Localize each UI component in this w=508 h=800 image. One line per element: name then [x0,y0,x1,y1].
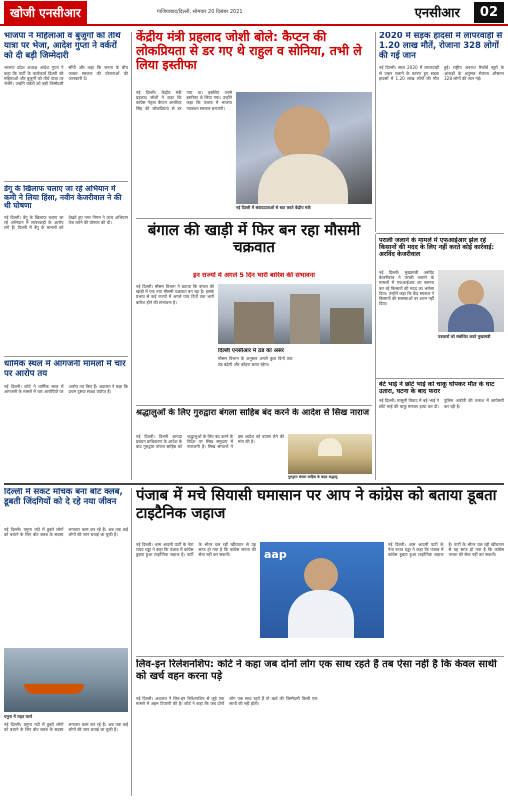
story-right-mid-headline-box [379,237,504,267]
story-mid-inset [218,348,372,402]
story-bottom-left-body [4,527,128,645]
story-bottom-lower-headline-box [136,659,504,693]
story-headline: पराली जलाने के मामलें में एफआईआर झेल रहे किसानों की मदद के लिए नहीं करते कोई कार्रवाई: अरविंद केजरीवाल [379,237,494,259]
story-headline: बेटे भाई ने छोटे भाई को चाकू घोंपकर मौत के घाट उतारा, घटना के बाद फरार [379,381,495,396]
story-headline: पंजाब में मचे सियासी घमासान पर आप ने कांग्रेस को बताया डूबता टाइटैनिक जहाज [136,486,497,522]
story-body: नई दिल्ली। अदालत ने लिव-इन रिलेशनशिप से जुड़े एक मामले में अहम टिप्पणी की है। कोर्ट ने कहा कि जब दोनों लोग एक साथ रहते हैं तो खर्च की जिम्मेदारी किसी एक साथी की नहीं होती। [136,696,318,707]
story-center-body [136,434,284,480]
aap-logo-text: aap [264,548,287,561]
lead-story-headline-box [136,30,372,88]
dome-shape [318,438,342,456]
column-divider [131,488,132,796]
divider [4,181,128,182]
story-body: नई दिल्ली। केंद्रीय मंत्री प्रहलाद जोशी ने कहा कि कांग्रेस नेतृत्व कैप्टन अमरिंदर सिंह की लोकप्रियता से डर गया था। इसलिए उनसे इस्तीफा ले लिया गया। उन्होंने कहा कि पंजाब में भाजपा गठबंधन सरकार बनाएगी। [136,90,232,111]
inset-body: मौसम विभाग के अनुसार अगले कुछ दिनों तक ठंड बढ़ेगी और कोहरा छाया रहेगा। [218,356,293,367]
column-divider [375,32,376,232]
person-body [258,154,348,204]
story-mid-subhead-box [136,272,372,282]
story-subhead: इन राज्यों में अगले 5 दिन भारी बारिश की संभावना [193,272,315,279]
story-body: नई दिल्ली। दिल्ली आपदा प्रबंधन प्राधिकरण के आदेश के बाद गुरुद्वारा बंगला साहिब को श्रद्धालुओं के लिए बंद करने के निर्देश पर सिख समुदाय में नाराजगी है। सिख संगठनों ने इस आदेश को वापस लेने की मांग की है। [136,434,284,450]
dateline: गाजियाबाद/दिल्ली, सोमवार 20 दिसंबर 2021 [156,9,243,15]
story-bottom-left-headline-box [4,488,128,524]
story-body: भाजपा प्रदेश अध्यक्ष आदेश गुप्ता ने कहा कि पार्टी के कार्यकर्ता दिल्ली की महिलाओं और बुजुर्गों को तीर्थ यात्रा पर भेजेंगे। उन्होंने वर्करों को बड़ी जिम्मेदारी सौंपी और कहा कि जनता के बीच जाकर सरकार की योजनाओं की जानकारी दें। [4,65,128,86]
story-body: नई दिल्ली। यमुना नदी में डूबते लोगों को बचाने के लिए बोट क्लब के सदस्य लगातार काम कर रहे हैं। अब तक कई लोगों की जान बचाई जा चुकी है। [4,722,128,733]
story-bottom-main-body [136,542,256,652]
divider [136,218,372,219]
photo-caption: यमुना में राहत कार्य [4,714,33,719]
boat-club-photo [4,648,128,712]
story-center-headline-box [136,408,372,432]
inset-headline: दिल्ली एनसीआर में ठंड का असर [218,348,284,354]
story-right-sub [379,381,504,480]
photo-caption: नई दिल्ली में संवाददाताओं से बात करते केंद्रीय मंत्री [236,205,311,210]
section-title: एनसीआर [414,6,460,21]
story-right-mid-body [379,270,434,376]
story-headline: बंगाल की खाड़ी में फिर बन रहा मौसमी चक्रवात [147,222,361,256]
boat-shape [24,684,84,694]
story-body: नई दिल्ली। मुख्यमंत्री अरविंद केजरीवाल ने पराली जलाने के मामलों में एफआईआर का सामना कर रहे किसानों की मदद का भरोसा दिया। उन्होंने कहा कि केंद्र सरकार ने किसानों की समस्याओं पर ध्यान नहीं दिया। [379,270,434,307]
story-headline: भाजपा ने महिलाओं व बुजुर्गों को तीर्थ यात्रा पर भेजा, आदेश गुप्ता ने वर्करों को दी बड़ी जिम्मेदारी [4,32,121,61]
story-mid-headline-box [136,222,372,270]
section-divider [4,483,504,485]
story-headline: लिव-इन रिलेशनशिप: कोर्ट ने कहा जब दोनों लोग एक साथ रहते हैं तब ऐसा नहीं है कि केवल साथी को खर्च वहन करना पड़े [136,659,497,682]
aap-press-photo [260,542,384,638]
story-bottom-lower-body [136,696,504,796]
page-number: 02 [474,2,504,23]
building-shape [234,302,274,344]
divider [376,378,504,379]
story-body: नई दिल्ली। मामूली विवाद में बड़े भाई ने छोटे भाई की चाकू मारकर हत्या कर दी। पुलिस आरोपी की तलाश में छापेमारी कर रही है। [379,398,504,409]
story-bottom-main-headline-box [136,486,504,538]
building-shape [330,308,364,344]
story-body: नई दिल्ली। यमुना नदी में डूबते लोगों को बचाने के लिए बोट क्लब के सदस्य लगातार काम कर रहे हैं। अब तक कई लोगों की जान बचाई जा चुकी है। [4,527,128,538]
photo-caption: पत्रकारों को संबोधित करते मुख्यमंत्री [438,334,491,339]
story-left-mid [4,185,128,355]
person-body [288,590,354,638]
story-body: नई दिल्ली। साल 2020 में लापरवाही से वाहन चलाने के कारण हुए सड़क हादसों में 1.20 लाख लोगों की मौत हुई। राष्ट्रीय अपराध रिकॉर्ड ब्यूरो के आंकड़ों के अनुसार रोजाना औसतन 328 लोगों की जान गई। [379,65,504,81]
divider [136,656,504,657]
divider [4,356,128,357]
kejriwal-photo [438,270,504,332]
lead-headline: केंद्रीय मंत्री प्रहलाद जोशी बोले: कैप्टन की लोकप्रियता से डर गए थे राहुल व सोनिया, तभी ले लिया इस्तीफा [136,30,362,72]
brand-logo: खोजी एनसीआर [4,1,87,24]
gurudwara-photo [288,434,372,474]
weather-photo [218,284,372,344]
story-body: नई दिल्ली। मौसम विभाग ने बताया कि बंगाल की खाड़ी में एक नया मौसमी चक्रवात बन रहा है। इसके प्रभाव से कई राज्यों में अगले पांच दिनों तक भारी बारिश होने की संभावना है। [136,284,214,305]
story-right-top [379,32,504,232]
column-divider [131,32,132,480]
person-head [304,558,338,592]
story-bottom-left-more [4,722,128,796]
divider [376,233,504,234]
story-body: नई दिल्ली। कोर्ट ने धार्मिक स्थल में आगजनी के मामले में चार आरोपियों पर आरोप तय किए हैं। अदालत ने कहा कि प्रथम दृष्टया साक्ष्य पर्याप्त हैं। [4,383,128,394]
story-body: नई दिल्ली। आम आदमी पार्टी के नेता राघव चड्ढा ने कहा कि पंजाब में कांग्रेस डूबता हुआ टाइटैनिक जहाज है। पार्टी के भीतर चल रही खींचतान से यह साफ हो गया है कि कांग्रेस जनता की सेवा नहीं कर सकती। [388,542,504,558]
story-left-bottom [4,360,128,480]
divider [136,405,372,406]
story-mid-body [136,284,214,402]
story-headline: डेंगू के खिलाफ चलाए जा रहे अभियान में कमी ने लिया हिंसा, नवीन केजरीवाल ने की थी घोषणा [4,185,122,211]
masthead [0,0,508,26]
person-body [448,304,494,332]
photo-caption: गुरुद्वारा बंगला साहिब के बाहर श्रद्धालु [288,475,338,479]
story-headline: 2020 में सड़क हादसों में लापरवाही से 1.20 लाख मौतें, रोजाना 328 लोगों की गई जान [379,32,503,61]
story-body: नई दिल्ली। डेंगू के खिलाफ चलाए जा रहे अभियान में लापरवाही के आरोप लगे हैं। दिल्ली में डेंगू के मामलों को देखते हुए नगर निगम ने जांच अभियान तेज करने की घोषणा की थी। [4,214,128,231]
person-head [458,280,484,306]
story-bottom-main-body-2 [388,542,504,652]
story-headline: श्रद्धालुओं के लिए गुरुद्वारा बंगला साहिब बंद करने के आदेश से सिख नाराज [136,408,370,418]
lead-photo [236,92,372,204]
story-body: नई दिल्ली। आम आदमी पार्टी के नेता राघव चड्ढा ने कहा कि पंजाब में कांग्रेस डूबता हुआ टाइटैनिक जहाज है। पार्टी के भीतर चल रही खींचतान से यह साफ हो गया है कि कांग्रेस जनता की सेवा नहीं कर सकती। [136,542,256,558]
column-divider [375,234,376,480]
building-shape [290,294,320,344]
story-headline: धार्मिक स्थल में आगजनी मामलों में चार पर आरोप तय [4,360,126,379]
story-left-top [4,32,128,180]
lead-story-body [136,90,232,214]
story-headline: दिल्ली में संकट मोचक बना बोट क्लब, डूबती जिंदगियों को दे रहे नया जीवन [4,488,123,507]
